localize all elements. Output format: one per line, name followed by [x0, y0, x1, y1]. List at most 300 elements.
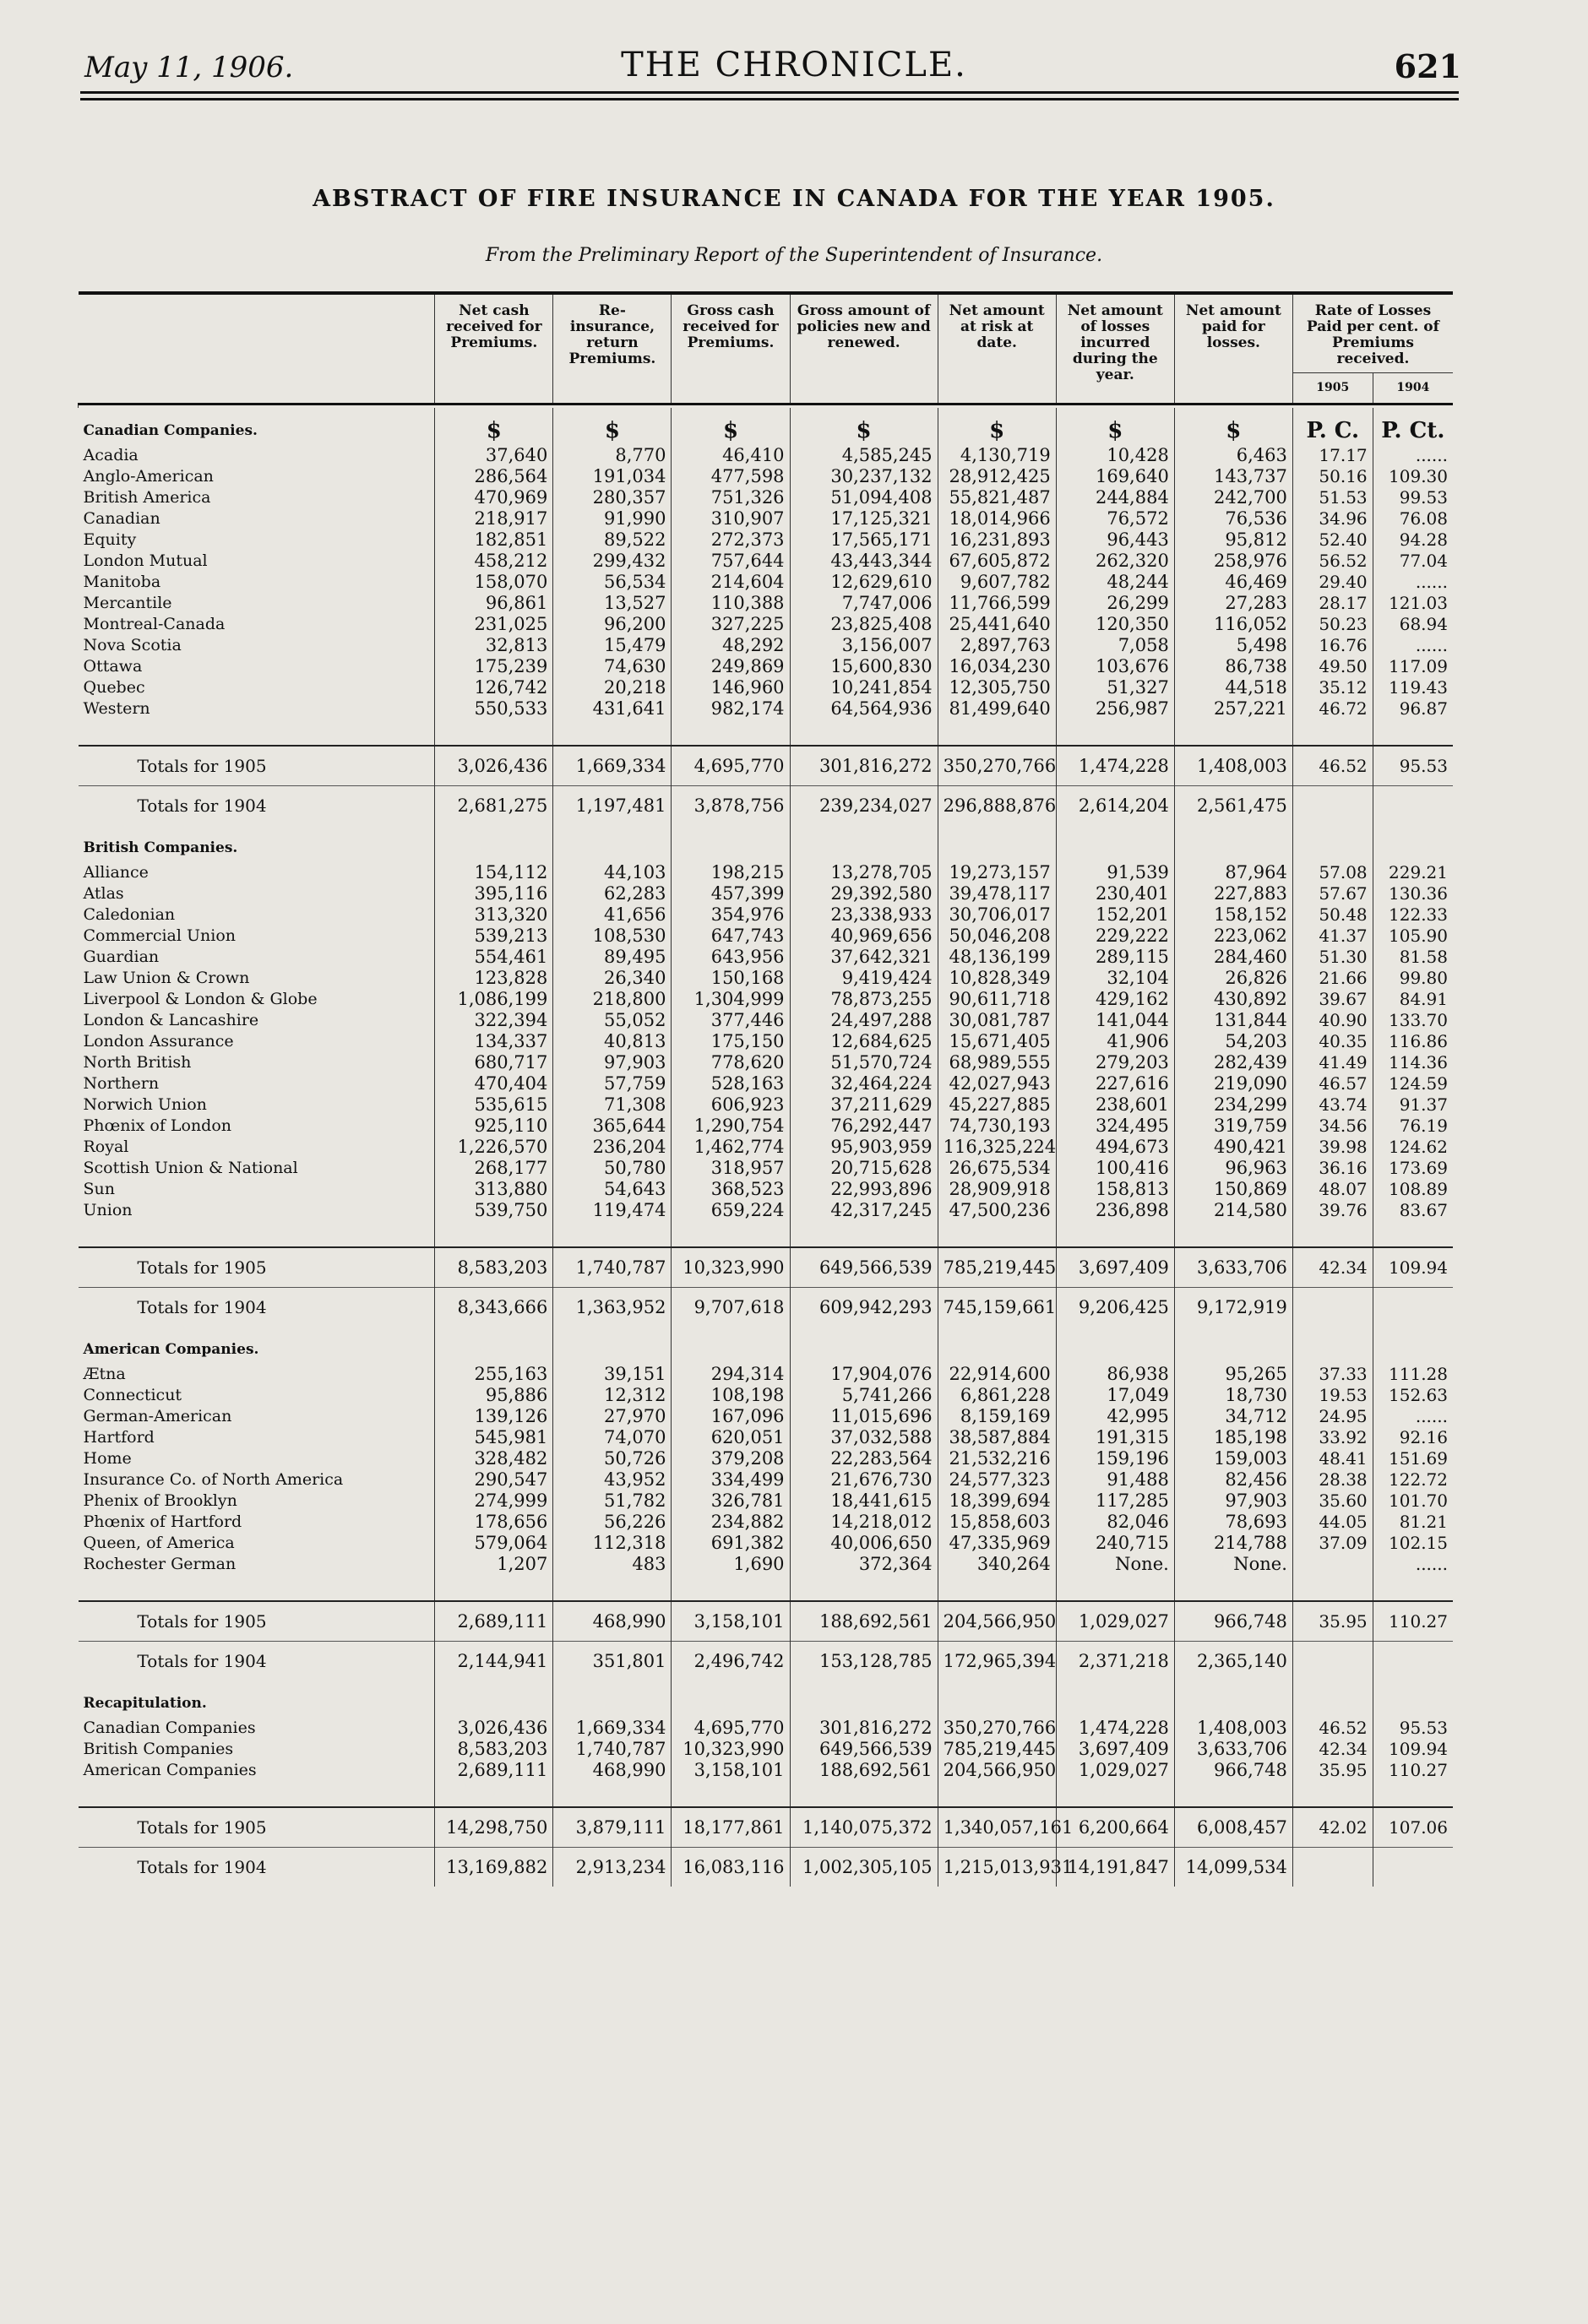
table-cell: ...... [1373, 445, 1453, 466]
company-name: Canadian [83, 509, 160, 528]
table-cell: 175,150 [672, 1031, 790, 1052]
table-cell: 124.62 [1373, 1137, 1453, 1158]
table-cell: 229,222 [1056, 926, 1174, 947]
table-cell: 120,350 [1056, 614, 1174, 635]
table-cell: 89,522 [553, 529, 672, 551]
company-name: German-American [83, 1407, 232, 1425]
spacer-cell [79, 719, 435, 746]
unit-label: P. C. [1292, 408, 1373, 445]
table-cell: 483 [553, 1554, 672, 1575]
table-cell: 1,474,228 [1056, 1718, 1174, 1739]
spacer-cell [672, 1781, 790, 1807]
unit-label [1292, 1327, 1373, 1364]
spacer-cell [1373, 1575, 1453, 1601]
table-cell: 146,960 [672, 677, 790, 698]
table-cell: 354,976 [672, 904, 790, 926]
totals-cell: 2,496,742 [672, 1642, 790, 1681]
company-name: Home [83, 1449, 132, 1468]
table-cell: 477,598 [672, 466, 790, 487]
table-cell: 43,443,344 [790, 551, 938, 572]
table-cell: 150,168 [672, 968, 790, 989]
table-row [79, 508, 1454, 529]
table-cell: 122.33 [1373, 904, 1453, 926]
table-cell: 100,416 [1056, 1158, 1174, 1179]
totals-cell: 3,633,706 [1174, 1247, 1292, 1288]
totals-cell [1292, 786, 1373, 826]
table-cell: 19.53 [1292, 1385, 1373, 1406]
table-row [79, 1073, 1454, 1094]
table-cell: 327,225 [672, 614, 790, 635]
company-name: Phenix of Brooklyn [83, 1491, 237, 1510]
table-row [79, 1491, 1454, 1512]
totals-cell: 153,128,785 [790, 1642, 938, 1681]
unit-label: $ [938, 408, 1056, 445]
table-cell: 27,970 [553, 1406, 672, 1427]
table-cell: 46.57 [1292, 1073, 1373, 1094]
table-row [79, 947, 1454, 968]
totals-cell: 1,340,057,161 [938, 1807, 1056, 1848]
table-cell: 99.80 [1373, 968, 1453, 989]
unit-label [1056, 1327, 1174, 1364]
table-row [79, 1448, 1454, 1469]
table-cell: 319,759 [1174, 1116, 1292, 1137]
table-cell: 141,044 [1056, 1010, 1174, 1031]
section-header-row [79, 1681, 1454, 1718]
table-cell: 1,669,334 [553, 1718, 672, 1739]
table-cell: 13,278,705 [790, 862, 938, 883]
table-cell: 5,498 [1174, 635, 1292, 656]
table-cell: 40.35 [1292, 1031, 1373, 1052]
table-cell: 982,174 [672, 698, 790, 719]
table-cell: 95.53 [1373, 1718, 1453, 1739]
spacer-row [79, 1781, 1454, 1807]
table-cell: 67,605,872 [938, 551, 1056, 572]
table-cell: 126,742 [435, 677, 553, 698]
section-title: American Companies. [83, 1341, 259, 1358]
table-cell: 95,812 [1174, 529, 1292, 551]
table-cell: 54,643 [553, 1179, 672, 1200]
table-row [79, 1364, 1454, 1385]
table-cell: 494,673 [1056, 1137, 1174, 1158]
table-cell: 395,116 [435, 883, 553, 904]
table-cell: 966,748 [1174, 1760, 1292, 1781]
table-cell: 91,488 [1056, 1469, 1174, 1491]
totals-cell: 109.94 [1373, 1247, 1453, 1288]
table-cell: 103,676 [1056, 656, 1174, 677]
spacer-cell [1292, 1575, 1373, 1601]
table-cell: ...... [1373, 1406, 1453, 1427]
unit-label: $ [435, 408, 553, 445]
journal-title: THE CHRONICLE. [621, 46, 967, 84]
company-name: British America [83, 488, 211, 507]
table-cell: 51,570,724 [790, 1052, 938, 1073]
table-cell: 262,320 [1056, 551, 1174, 572]
table-cell: 24,577,323 [938, 1469, 1056, 1491]
spacer-cell [79, 1575, 435, 1601]
table-cell: 37.33 [1292, 1364, 1373, 1385]
spacer-cell [938, 1781, 1056, 1807]
company-name: Connecticut [83, 1386, 182, 1404]
table-cell: 159,196 [1056, 1448, 1174, 1469]
unit-label [672, 1681, 790, 1718]
table-cell: 167,096 [672, 1406, 790, 1427]
table-cell: 105.90 [1373, 926, 1453, 947]
spacer-cell [1056, 1781, 1174, 1807]
table-cell: 372,364 [790, 1554, 938, 1575]
table-cell: 18,730 [1174, 1385, 1292, 1406]
table-cell: 56.52 [1292, 551, 1373, 572]
table-cell: 82,456 [1174, 1469, 1292, 1491]
spacer-cell [672, 719, 790, 746]
table-cell: 16.76 [1292, 635, 1373, 656]
totals-cell [1373, 1642, 1453, 1681]
table-cell: 108.89 [1373, 1179, 1453, 1200]
column-header-row [79, 295, 1454, 373]
table-cell: 16,231,893 [938, 529, 1056, 551]
table-cell: 84.91 [1373, 989, 1453, 1010]
totals-cell: 42.34 [1292, 1247, 1373, 1288]
unit-label [790, 1327, 938, 1364]
table-cell: 83.67 [1373, 1200, 1453, 1221]
totals-cell: 785,219,445 [938, 1247, 1056, 1288]
table-cell: 37,211,629 [790, 1094, 938, 1116]
table-cell: 48,136,199 [938, 947, 1056, 968]
unit-label: $ [553, 408, 672, 445]
table-cell: 6,861,228 [938, 1385, 1056, 1406]
table-cell: 214,604 [672, 572, 790, 593]
table-cell: 110.27 [1373, 1760, 1453, 1781]
table-cell: 236,204 [553, 1137, 672, 1158]
company-name: Phœnix of Hartford [83, 1512, 242, 1531]
table-cell: 272,373 [672, 529, 790, 551]
company-name: Western [83, 699, 150, 718]
totals-cell: 13,169,882 [435, 1848, 553, 1887]
table-cell: 17,904,076 [790, 1364, 938, 1385]
table-cell: 3,697,409 [1056, 1739, 1174, 1760]
spacer-cell [1292, 1781, 1373, 1807]
totals-cell: 16,083,116 [672, 1848, 790, 1887]
table-cell: 242,700 [1174, 487, 1292, 508]
table-cell: 34,712 [1174, 1406, 1292, 1427]
spacer-cell [553, 719, 672, 746]
table-cell: 1,086,199 [435, 989, 553, 1010]
table-cell: 3,633,706 [1174, 1739, 1292, 1760]
table-cell: 431,641 [553, 698, 672, 719]
totals-cell: 1,029,027 [1056, 1601, 1174, 1642]
column-header: Net cash received for Premiums. [435, 295, 553, 405]
table-title: ABSTRACT OF FIRE INSURANCE IN CANADA FOR THE YEAR 1905. [313, 186, 1275, 212]
spacer-row [79, 719, 1454, 746]
table-cell: 150,869 [1174, 1179, 1292, 1200]
table-cell: 117,285 [1056, 1491, 1174, 1512]
column-header: Gross amount of policies new and renewed. [790, 295, 938, 405]
totals-cell: 14,191,847 [1056, 1848, 1174, 1887]
table-row [79, 883, 1454, 904]
table-cell: 41.49 [1292, 1052, 1373, 1073]
table-cell: 255,163 [435, 1364, 553, 1385]
totals-cell: 966,748 [1174, 1601, 1292, 1642]
spacer-cell [790, 1781, 938, 1807]
spacer-cell [1174, 1781, 1292, 1807]
table-cell: 35.60 [1292, 1491, 1373, 1512]
table-cell: 26,340 [553, 968, 672, 989]
table-cell: 116,052 [1174, 614, 1292, 635]
totals-cell: 8,343,666 [435, 1288, 553, 1328]
issue-date: May 11, 1906. [84, 51, 294, 84]
table-row [79, 572, 1454, 593]
table-cell: 32,464,224 [790, 1073, 938, 1094]
table-cell: 111.28 [1373, 1364, 1453, 1385]
table-cell: 185,198 [1174, 1427, 1292, 1448]
table-cell: 3,156,007 [790, 635, 938, 656]
spacer-cell [79, 1221, 435, 1247]
totals-label: Totals for 1904 [79, 1288, 435, 1328]
rate-year-header: 1904 [1373, 373, 1453, 405]
company-name: Acadia [83, 446, 139, 464]
table-cell: 46.72 [1292, 698, 1373, 719]
table-row [79, 593, 1454, 614]
company-name: Sun [83, 1180, 115, 1198]
table-cell: 274,999 [435, 1491, 553, 1512]
company-name: North British [83, 1053, 192, 1072]
totals-cell: 42.02 [1292, 1807, 1373, 1848]
spacer-cell [1056, 719, 1174, 746]
totals-label: Totals for 1905 [79, 1247, 435, 1288]
table-cell: 191,034 [553, 466, 672, 487]
company-name: London Mutual [83, 551, 208, 570]
table-cell: 229.21 [1373, 862, 1453, 883]
totals-cell: 107.06 [1373, 1807, 1453, 1848]
table-cell: 12,305,750 [938, 677, 1056, 698]
table-cell: 3,026,436 [435, 1718, 553, 1739]
table-cell: 117.09 [1373, 656, 1453, 677]
company-name: Canadian Companies [83, 1719, 256, 1737]
table-cell: 82,046 [1056, 1512, 1174, 1533]
table-cell: 30,706,017 [938, 904, 1056, 926]
table-cell: 188,692,561 [790, 1760, 938, 1781]
totals-cell: 2,689,111 [435, 1601, 553, 1642]
table-cell: 56,534 [553, 572, 672, 593]
table-cell: 680,717 [435, 1052, 553, 1073]
table-cell: 81.58 [1373, 947, 1453, 968]
table-cell: ...... [1373, 635, 1453, 656]
table-cell: 14,218,012 [790, 1512, 938, 1533]
company-name: Ætna [83, 1365, 126, 1383]
table-cell: 52.40 [1292, 529, 1373, 551]
unit-label [1174, 1327, 1292, 1364]
table-row [79, 1469, 1454, 1491]
table-cell: 12,312 [553, 1385, 672, 1406]
spacer-cell [553, 1575, 672, 1601]
totals-cell: 1,669,334 [553, 746, 672, 786]
totals-cell: 6,200,664 [1056, 1807, 1174, 1848]
table-cell: 27,283 [1174, 593, 1292, 614]
totals-cell: 3,879,111 [553, 1807, 672, 1848]
spacer-cell [938, 719, 1056, 746]
totals-cell [1373, 1288, 1453, 1328]
table-cell: 41,656 [553, 904, 672, 926]
unit-label [1174, 825, 1292, 862]
table-cell: 2,897,763 [938, 635, 1056, 656]
table-row [79, 1554, 1454, 1575]
table-cell: 490,421 [1174, 1137, 1292, 1158]
totals-cell: 301,816,272 [790, 746, 938, 786]
table-cell: 240,715 [1056, 1533, 1174, 1554]
totals-cell: 649,566,539 [790, 1247, 938, 1288]
totals-cell: 3,026,436 [435, 746, 553, 786]
table-cell: 40.90 [1292, 1010, 1373, 1031]
table-cell: 151.69 [1373, 1448, 1453, 1469]
table-cell: 175,239 [435, 656, 553, 677]
table-cell: 116,325,224 [938, 1137, 1056, 1158]
table-cell: 9,419,424 [790, 968, 938, 989]
unit-label [435, 1681, 553, 1718]
table-cell: 29,392,580 [790, 883, 938, 904]
totals-cell: 9,206,425 [1056, 1288, 1174, 1328]
totals-cell: 609,942,293 [790, 1288, 938, 1328]
table-cell: 368,523 [672, 1179, 790, 1200]
table-cell: 50.16 [1292, 466, 1373, 487]
table-cell: 97,903 [553, 1052, 672, 1073]
table-cell: 21,532,216 [938, 1448, 1056, 1469]
table-row [79, 926, 1454, 947]
table-cell: 234,882 [672, 1512, 790, 1533]
table-cell: 114.36 [1373, 1052, 1453, 1073]
totals-cell: 172,965,394 [938, 1642, 1056, 1681]
company-name: Mercantile [83, 594, 172, 612]
table-cell: 11,766,599 [938, 593, 1056, 614]
table-cell: 74,730,193 [938, 1116, 1056, 1137]
table-cell: 289,115 [1056, 947, 1174, 968]
table-cell: 134,337 [435, 1031, 553, 1052]
table-cell: 43.74 [1292, 1094, 1373, 1116]
totals-cell: 14,298,750 [435, 1807, 553, 1848]
totals-cell: 2,561,475 [1174, 786, 1292, 826]
table-row [79, 1158, 1454, 1179]
table-cell: 227,883 [1174, 883, 1292, 904]
table-cell: 218,917 [435, 508, 553, 529]
table-row [79, 1718, 1454, 1739]
totals-cell: 2,614,204 [1056, 786, 1174, 826]
table-cell: 313,880 [435, 1179, 553, 1200]
table-cell: 1,290,754 [672, 1116, 790, 1137]
table-cell: 91,990 [553, 508, 672, 529]
totals-cell: 1,740,787 [553, 1247, 672, 1288]
totals-cell: 745,159,661 [938, 1288, 1056, 1328]
spacer-cell [79, 1781, 435, 1807]
table-cell: 159,003 [1174, 1448, 1292, 1469]
table-cell: 123,828 [435, 968, 553, 989]
totals-cell: 8,583,203 [435, 1247, 553, 1288]
table-cell: 258,976 [1174, 551, 1292, 572]
table-cell: 4,585,245 [790, 445, 938, 466]
table-row [79, 968, 1454, 989]
table-cell: 57.08 [1292, 862, 1373, 883]
table-cell: 1,029,027 [1056, 1760, 1174, 1781]
table-cell: 554,461 [435, 947, 553, 968]
table-cell: 50.48 [1292, 904, 1373, 926]
table-cell: 539,750 [435, 1200, 553, 1221]
totals-cell: 35.95 [1292, 1601, 1373, 1642]
header-rule [80, 98, 1459, 100]
unit-label [790, 825, 938, 862]
unit-label [1292, 1681, 1373, 1718]
table-row [79, 1094, 1454, 1116]
table-cell: 47,500,236 [938, 1200, 1056, 1221]
table-row [79, 698, 1454, 719]
table-cell: None. [1056, 1554, 1174, 1575]
table-cell: 51.53 [1292, 487, 1373, 508]
table-cell: 39,151 [553, 1364, 672, 1385]
table-cell: 647,743 [672, 926, 790, 947]
totals-row [79, 1288, 1454, 1328]
section-title: British Companies. [83, 839, 238, 856]
table-cell: 97,903 [1174, 1491, 1292, 1512]
table-row [79, 1052, 1454, 1073]
table-cell: 1,207 [435, 1554, 553, 1575]
rate-column-header: Rate of Losses Paid per cent. of Premiums received. [1292, 295, 1453, 373]
table-cell: 219,090 [1174, 1073, 1292, 1094]
table-row [79, 1116, 1454, 1137]
table-cell [1292, 1554, 1373, 1575]
table-cell: 545,981 [435, 1427, 553, 1448]
table-cell: 430,892 [1174, 989, 1292, 1010]
spacer-cell [790, 1221, 938, 1247]
totals-label: Totals for 1904 [79, 1848, 435, 1887]
table-cell: 130.36 [1373, 883, 1453, 904]
table-row [79, 551, 1454, 572]
table-row [79, 1427, 1454, 1448]
company-name: Montreal-Canada [83, 615, 226, 633]
unit-label [938, 825, 1056, 862]
section-title: Recapitulation. [83, 1695, 207, 1712]
totals-cell: 350,270,766 [938, 746, 1056, 786]
spacer-cell [435, 1781, 553, 1807]
table-cell: 96,963 [1174, 1158, 1292, 1179]
company-name: Rochester German [83, 1555, 237, 1573]
company-name: Insurance Co. of North America [83, 1470, 344, 1489]
totals-cell: 3,158,101 [672, 1601, 790, 1642]
totals-cell: 2,144,941 [435, 1642, 553, 1681]
spacer-cell [553, 1221, 672, 1247]
table-cell: 99.53 [1373, 487, 1453, 508]
spacer-cell [1373, 719, 1453, 746]
totals-cell: 4,695,770 [672, 746, 790, 786]
company-name: London & Lancashire [83, 1011, 259, 1029]
table-cell: 10,241,854 [790, 677, 938, 698]
table-cell: 108,198 [672, 1385, 790, 1406]
table-cell: 41.37 [1292, 926, 1373, 947]
table-cell: 214,788 [1174, 1533, 1292, 1554]
table-cell: 279,203 [1056, 1052, 1174, 1073]
table-cell: 44,103 [553, 862, 672, 883]
table-cell: 119.43 [1373, 677, 1453, 698]
table-cell: 286,564 [435, 466, 553, 487]
table-cell: 87,964 [1174, 862, 1292, 883]
table-cell: 46,469 [1174, 572, 1292, 593]
table-cell: 606,923 [672, 1094, 790, 1116]
spacer-cell [1056, 1575, 1174, 1601]
table-cell: 334,499 [672, 1469, 790, 1491]
company-name: London Assurance [83, 1032, 234, 1051]
spacer-cell [435, 719, 553, 746]
totals-cell: 204,566,950 [938, 1601, 1056, 1642]
unit-label [1292, 825, 1373, 862]
table-cell: 1,462,774 [672, 1137, 790, 1158]
table-row [79, 614, 1454, 635]
totals-label: Totals for 1905 [79, 1807, 435, 1848]
unit-label [938, 1681, 1056, 1718]
